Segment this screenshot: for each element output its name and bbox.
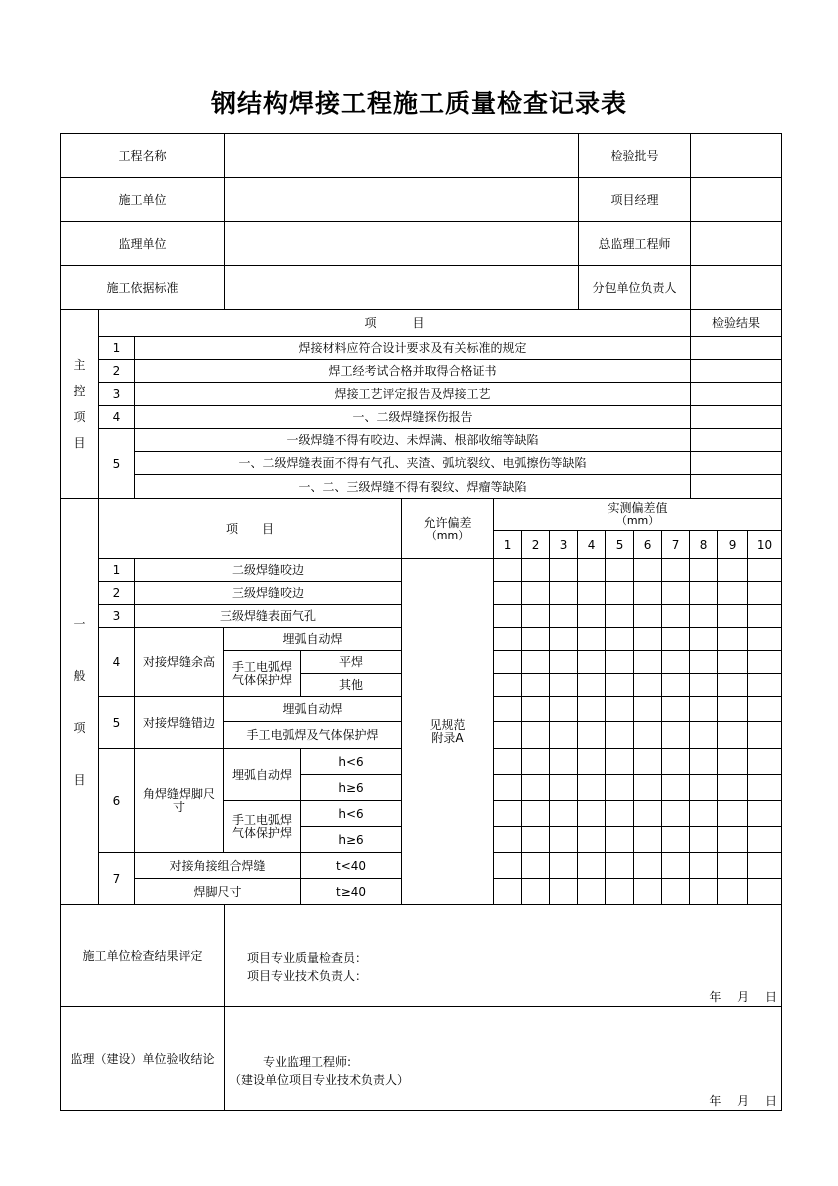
measure-cell[interactable] [522, 879, 550, 905]
measure-cell[interactable] [748, 879, 782, 905]
measure-cell[interactable] [522, 651, 550, 674]
supervision-unit-field[interactable] [225, 222, 579, 266]
measure-cell[interactable] [606, 722, 634, 749]
supervision-area[interactable] [225, 1007, 782, 1111]
batch-no-field[interactable] [691, 134, 782, 178]
measure-cell[interactable] [522, 628, 550, 651]
measure-cell[interactable] [522, 559, 550, 582]
measure-cell[interactable] [748, 853, 782, 879]
measure-cell[interactable] [690, 827, 718, 853]
measure-cell[interactable] [718, 582, 748, 605]
method-saw: 埋弧自动焊 [224, 749, 301, 801]
measure-cell[interactable] [606, 827, 634, 853]
method-line: 手工电弧焊 [231, 812, 292, 827]
measure-cell[interactable] [494, 749, 522, 775]
measure-cell[interactable] [634, 775, 662, 801]
item-text: 焊工经考试合格并取得合格证书 [135, 360, 691, 383]
measure-cell[interactable] [522, 853, 550, 879]
measure-cell[interactable] [494, 628, 522, 651]
measured-header-text: 实测偏差值 [607, 501, 668, 515]
measure-cell[interactable] [718, 628, 748, 651]
measure-cell[interactable] [550, 605, 578, 628]
measure-cell[interactable] [606, 605, 634, 628]
measure-cell[interactable] [494, 559, 522, 582]
measure-cell[interactable] [578, 879, 606, 905]
item-no: 5 [99, 697, 135, 749]
measure-cell[interactable] [662, 879, 690, 905]
quality-inspector-label: 项目专业质量检查员： [247, 951, 368, 965]
general-item-header: 项 目 [99, 499, 402, 559]
item-no: 1 [99, 337, 135, 360]
measure-cell[interactable] [522, 775, 550, 801]
item-no: 4 [99, 628, 135, 697]
measure-cell[interactable] [634, 722, 662, 749]
batch-no-label: 检验批号 [579, 134, 691, 178]
item-text: 一级焊缝不得有咬边、未焊满、根部收缩等缺陷 [135, 429, 691, 452]
measure-cell[interactable] [690, 605, 718, 628]
measure-cell[interactable] [634, 879, 662, 905]
item-no: 5 [99, 429, 135, 499]
measure-cell[interactable] [748, 605, 782, 628]
measure-cell[interactable] [578, 559, 606, 582]
measure-cell[interactable] [634, 853, 662, 879]
measure-cell[interactable] [748, 628, 782, 651]
item-no: 2 [99, 582, 135, 605]
position-flat: 平焊 [301, 651, 402, 674]
measure-cell[interactable] [606, 879, 634, 905]
method-line: 气体保护焊 [231, 825, 292, 840]
result-cell[interactable] [691, 429, 782, 452]
construction-eval-area[interactable] [225, 905, 782, 1007]
general-char: 项 [73, 720, 86, 735]
measure-cell[interactable] [606, 674, 634, 697]
measure-cell[interactable] [690, 801, 718, 827]
measure-cell[interactable] [662, 628, 690, 651]
measure-cell[interactable] [748, 582, 782, 605]
project-name-field[interactable] [225, 134, 579, 178]
header-info-table [60, 133, 782, 310]
measure-cell[interactable] [578, 674, 606, 697]
measure-cell[interactable] [606, 749, 634, 775]
measure-cell[interactable] [494, 674, 522, 697]
tolerance-value [402, 559, 494, 905]
measure-cell[interactable] [690, 775, 718, 801]
measure-cell[interactable] [718, 801, 748, 827]
condition-t-lt: t<40 [301, 853, 402, 879]
item-text: 三级焊缝咬边 [135, 582, 402, 605]
measure-cell[interactable] [634, 582, 662, 605]
construction-unit-label: 施工单位 [61, 178, 225, 222]
measure-cell[interactable] [550, 697, 578, 722]
measure-cell[interactable] [522, 697, 550, 722]
measure-cell[interactable] [550, 775, 578, 801]
measure-cell[interactable] [748, 722, 782, 749]
measure-cell[interactable] [748, 674, 782, 697]
footer-table [60, 904, 782, 1111]
owner-tech-lead-label: （建设单位项目专业技术负责人） [229, 1073, 410, 1087]
measure-cell[interactable] [606, 853, 634, 879]
measure-cell[interactable] [690, 674, 718, 697]
item-text: 一、二、三级焊缝不得有裂纹、焊瘤等缺陷 [135, 475, 691, 499]
item-text: 焊接材料应符合设计要求及有关标准的规定 [135, 337, 691, 360]
measure-cell[interactable] [662, 559, 690, 582]
measure-cell[interactable] [718, 775, 748, 801]
item-text [135, 749, 224, 853]
item-text: 一、二级焊缝表面不得有气孔、夹渣、弧坑裂纹、电弧擦伤等缺陷 [135, 452, 691, 475]
item-text: 一、二级焊缝探伤报告 [135, 406, 691, 429]
measure-cell[interactable] [578, 697, 606, 722]
item-text: 对接焊缝余高 [135, 628, 224, 697]
measure-cell[interactable] [718, 827, 748, 853]
condition-h-ge: h≥6 [301, 775, 402, 801]
measure-cell[interactable] [522, 582, 550, 605]
main-control-char: 项 [73, 410, 86, 424]
main-control-char: 目 [73, 436, 86, 450]
item-no: 3 [99, 605, 135, 628]
measure-cell[interactable] [550, 582, 578, 605]
measure-cell[interactable] [494, 775, 522, 801]
measure-cell[interactable] [578, 628, 606, 651]
measure-cell[interactable] [690, 559, 718, 582]
item-text-line: 寸 [172, 799, 185, 814]
measure-cell[interactable] [634, 628, 662, 651]
measure-cell[interactable] [662, 827, 690, 853]
tolerance-unit: （mm） [425, 528, 470, 542]
general-section-label [61, 499, 99, 905]
measure-cell[interactable] [578, 605, 606, 628]
chief-engineer-field[interactable] [691, 222, 782, 266]
tech-lead-label: 项目专业技术负责人： [247, 969, 368, 983]
measure-cell[interactable] [718, 651, 748, 674]
result-header: 检验结果 [691, 310, 782, 337]
measure-cell[interactable] [662, 674, 690, 697]
measure-cell[interactable] [550, 559, 578, 582]
measure-cell[interactable] [522, 605, 550, 628]
measure-cell[interactable] [494, 827, 522, 853]
construction-unit-field[interactable] [225, 178, 579, 222]
measure-cell[interactable] [494, 879, 522, 905]
measure-cell[interactable] [522, 722, 550, 749]
general-row-1 [61, 559, 782, 582]
measure-cell[interactable] [662, 801, 690, 827]
measure-cell[interactable] [748, 697, 782, 722]
item-text: 焊脚尺寸 [135, 879, 301, 905]
chief-engineer-label: 总监理工程师 [579, 222, 691, 266]
item-text: 二级焊缝咬边 [135, 559, 402, 582]
condition-h-ge: h≥6 [301, 827, 402, 853]
measure-cell[interactable] [550, 651, 578, 674]
measure-cell[interactable] [606, 697, 634, 722]
measure-cell[interactable] [690, 722, 718, 749]
measure-cell[interactable] [606, 559, 634, 582]
tolerance-value-line: 见规范 [429, 717, 466, 732]
measure-cell[interactable] [606, 628, 634, 651]
measured-unit: （mm） [615, 514, 660, 527]
measure-cell[interactable] [578, 853, 606, 879]
col-header: 6 [634, 531, 662, 559]
result-cell[interactable] [691, 383, 782, 406]
page-title: 钢结构焊接工程施工质量检查记录表 [210, 89, 627, 118]
measure-cell[interactable] [748, 775, 782, 801]
item-text: 三级焊缝表面气孔 [135, 605, 402, 628]
measure-cell[interactable] [690, 697, 718, 722]
project-manager-label: 项目经理 [579, 178, 691, 222]
general-char: 般 [73, 668, 86, 683]
measure-cell[interactable] [606, 651, 634, 674]
method-manual: 手工电弧焊及气体保护焊 [224, 722, 402, 749]
subcontractor-field[interactable] [691, 266, 782, 310]
col-header: 4 [578, 531, 606, 559]
tolerance-header [402, 499, 494, 559]
measure-cell[interactable] [718, 853, 748, 879]
measure-cell[interactable] [748, 749, 782, 775]
measure-cell[interactable] [718, 879, 748, 905]
measure-cell[interactable] [690, 879, 718, 905]
tolerance-value-line: 附录A [431, 730, 464, 745]
item-no: 2 [99, 360, 135, 383]
measure-cell[interactable] [748, 827, 782, 853]
result-cell[interactable] [691, 360, 782, 383]
measure-cell[interactable] [578, 827, 606, 853]
measure-cell[interactable] [662, 749, 690, 775]
measure-cell[interactable] [690, 651, 718, 674]
measure-cell[interactable] [578, 651, 606, 674]
col-header: 7 [662, 531, 690, 559]
col-header: 8 [690, 531, 718, 559]
result-cell[interactable] [691, 475, 782, 499]
main-item-header: 项 目 [99, 310, 691, 337]
measure-cell[interactable] [550, 853, 578, 879]
measure-cell[interactable] [718, 722, 748, 749]
measure-cell[interactable] [690, 749, 718, 775]
measure-cell[interactable] [662, 853, 690, 879]
measure-cell[interactable] [634, 801, 662, 827]
measure-cell[interactable] [494, 605, 522, 628]
measure-cell[interactable] [578, 801, 606, 827]
measure-cell[interactable] [550, 749, 578, 775]
condition-t-ge: t≥40 [301, 879, 402, 905]
measure-cell[interactable] [550, 628, 578, 651]
measure-cell[interactable] [578, 749, 606, 775]
result-cell[interactable] [691, 452, 782, 475]
measure-cell[interactable] [522, 674, 550, 697]
measure-cell[interactable] [550, 801, 578, 827]
date-label: 年 月 日 [709, 1094, 777, 1108]
measure-cell[interactable] [634, 827, 662, 853]
measure-cell[interactable] [748, 559, 782, 582]
result-cell[interactable] [691, 337, 782, 360]
supervising-engineer-label: 专业监理工程师: [263, 1055, 352, 1069]
measure-cell[interactable] [494, 853, 522, 879]
measure-cell[interactable] [494, 722, 522, 749]
measure-cell[interactable] [662, 582, 690, 605]
position-other: 其他 [301, 674, 402, 697]
measure-cell[interactable] [578, 775, 606, 801]
supervision-unit-label: 监理单位 [61, 222, 225, 266]
measure-cell[interactable] [522, 749, 550, 775]
project-name-label: 工程名称 [61, 134, 225, 178]
general-char: 目 [73, 772, 86, 787]
col-header: 9 [718, 531, 748, 559]
general-char: 一 [73, 616, 86, 631]
col-header: 5 [606, 531, 634, 559]
item-no: 7 [99, 853, 135, 905]
method-manual [224, 801, 301, 853]
main-control-section-label [61, 310, 99, 499]
construction-eval-label: 施工单位检查结果评定 [61, 905, 225, 1007]
measure-cell[interactable] [748, 801, 782, 827]
measure-cell[interactable] [550, 879, 578, 905]
measure-cell[interactable] [550, 722, 578, 749]
main-control-char: 控 [73, 384, 86, 398]
measure-cell[interactable] [662, 605, 690, 628]
method-manual [224, 651, 301, 697]
tolerance-header-text: 允许偏差 [423, 515, 472, 530]
item-text: 焊接工艺评定报告及焊接工艺 [135, 383, 691, 406]
item-no: 4 [99, 406, 135, 429]
measure-cell[interactable] [718, 749, 748, 775]
item-no: 3 [99, 383, 135, 406]
measure-cell[interactable] [634, 559, 662, 582]
measure-cell[interactable] [634, 651, 662, 674]
measure-cell[interactable] [662, 775, 690, 801]
measure-cell[interactable] [662, 697, 690, 722]
measure-cell[interactable] [634, 749, 662, 775]
measure-cell[interactable] [634, 674, 662, 697]
measure-cell[interactable] [634, 697, 662, 722]
measure-cell[interactable] [550, 827, 578, 853]
method-saw: 埋弧自动焊 [224, 697, 402, 722]
date-label: 年 月 日 [709, 990, 777, 1004]
measure-cell[interactable] [578, 722, 606, 749]
col-header: 2 [522, 531, 550, 559]
measure-cell[interactable] [606, 801, 634, 827]
measured-header [494, 499, 782, 531]
measure-cell[interactable] [718, 697, 748, 722]
measure-cell[interactable] [494, 801, 522, 827]
measure-cell[interactable] [606, 775, 634, 801]
measure-cell[interactable] [522, 801, 550, 827]
item-no: 1 [99, 559, 135, 582]
general-items-table [60, 498, 782, 905]
measure-cell[interactable] [494, 582, 522, 605]
measure-cell[interactable] [718, 559, 748, 582]
measure-cell[interactable] [606, 582, 634, 605]
measure-cell[interactable] [494, 697, 522, 722]
measure-cell[interactable] [494, 651, 522, 674]
method-saw: 埋弧自动焊 [224, 628, 402, 651]
standard-label: 施工依据标准 [61, 266, 225, 310]
col-header: 1 [494, 531, 522, 559]
measure-cell[interactable] [690, 628, 718, 651]
measure-cell[interactable] [690, 582, 718, 605]
measure-cell[interactable] [662, 651, 690, 674]
condition-h-lt: h<6 [301, 749, 402, 775]
standard-field[interactable] [225, 266, 579, 310]
measure-cell[interactable] [662, 722, 690, 749]
measure-cell[interactable] [634, 605, 662, 628]
condition-h-lt: h<6 [301, 801, 402, 827]
col-header: 10 [748, 531, 782, 559]
item-text: 对接焊缝错边 [135, 697, 224, 749]
main-control-char: 主 [73, 358, 86, 372]
method-line: 手工电弧焊 [231, 659, 292, 674]
result-cell[interactable] [691, 406, 782, 429]
measure-cell[interactable] [550, 674, 578, 697]
item-no: 6 [99, 749, 135, 853]
project-manager-field[interactable] [691, 178, 782, 222]
item-text: 对接角接组合焊缝 [135, 853, 301, 879]
supervision-label: 监理（建设）单位验收结论 [61, 1007, 225, 1111]
col-header: 3 [550, 531, 578, 559]
main-control-table [60, 309, 782, 499]
subcontractor-label: 分包单位负责人 [579, 266, 691, 310]
item-text-line: 角焊缝焊脚尺 [142, 786, 215, 801]
measure-cell[interactable] [522, 827, 550, 853]
measure-cell[interactable] [718, 674, 748, 697]
measure-cell[interactable] [690, 853, 718, 879]
measure-cell[interactable] [748, 651, 782, 674]
method-line: 气体保护焊 [231, 672, 292, 687]
measure-cell[interactable] [578, 582, 606, 605]
measure-cell[interactable] [718, 605, 748, 628]
